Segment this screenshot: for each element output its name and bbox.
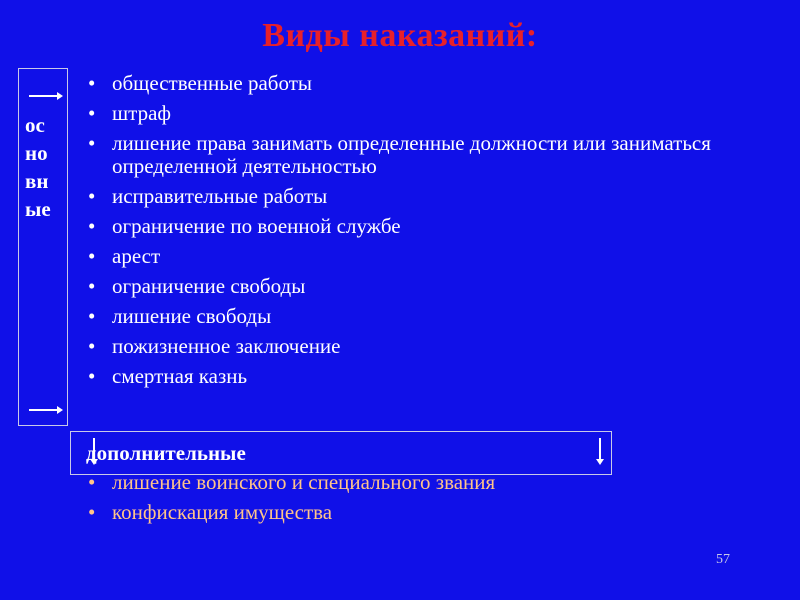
main-group-label	[25, 111, 51, 223]
arrow-right-icon	[29, 409, 61, 411]
list-item: • конфискация имущества	[86, 500, 786, 524]
main-group-label-line: вн	[25, 169, 49, 193]
list-item: • ограничение свободы	[86, 275, 786, 298]
list-item: • ограничение по военной службе	[86, 215, 786, 238]
list-item: • смертная казнь	[86, 365, 786, 388]
additional-group-label: дополнительные	[86, 441, 246, 465]
main-punishments-list	[86, 72, 786, 395]
page-number: 57	[716, 552, 730, 567]
arrow-down-icon	[599, 438, 601, 460]
main-group-label-line: но	[25, 141, 48, 165]
list-item: • лишение воинского и специального звания	[86, 470, 786, 494]
main-punishments-bracket	[18, 68, 68, 426]
list-item: • лишение права занимать определенные должности или заниматься определенной деятельностью	[86, 132, 786, 178]
list-item: • арест	[86, 245, 786, 268]
list-item: • лишение свободы	[86, 305, 786, 328]
main-group-label-line: ые	[25, 197, 51, 221]
additional-punishments-list	[86, 470, 786, 530]
list-item: • штраф	[86, 102, 786, 125]
main-group-label-line: ос	[25, 113, 45, 137]
arrow-right-icon	[29, 95, 61, 97]
list-item: • исправительные работы	[86, 185, 786, 208]
slide-title: Виды наказаний:	[262, 17, 538, 54]
list-item: • пожизненное заключение	[86, 335, 786, 358]
list-item: • общественные работы	[86, 72, 786, 95]
